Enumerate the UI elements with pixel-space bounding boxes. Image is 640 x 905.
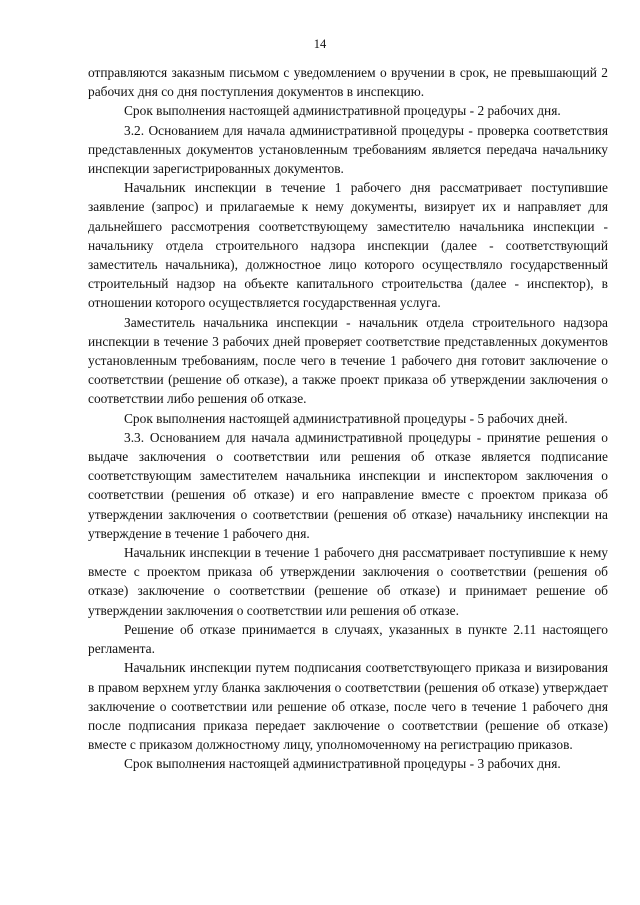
paragraph: Начальник инспекции в течение 1 рабочего дня рассматривает поступившие заявление (запрос) и прилагаемые к нему документы, визирует их и направляет для дальнейшего рассмотрения соответствующему заместителю начальника инспекции - начальнику отдела строительного надзора инспекции (далее - соответствующий заместитель начальника), должностное лицо которого осуществляло государственный строительный надзор на объекте капитального строительства (далее - инспектор), в отношении которого осуществляется государственная услуга. — [88, 180, 608, 311]
paragraph: Срок выполнения настоящей административной процедуры - 3 рабочих дня. — [124, 756, 561, 772]
paragraph: отправляются заказным письмом с уведомлением о вручении в срок, не превышающий 2 рабочих дня со дня поступления документов в инспекцию. — [88, 65, 608, 100]
page-number: 14 — [313, 37, 327, 51]
paragraph: Срок выполнения настоящей административной процедуры - 2 рабочих дня. — [124, 103, 561, 119]
document-body — [88, 63, 608, 774]
paragraph: Начальник инспекции путем подписания соответствующего приказа и визирования в правом верхнем углу бланка заключения о соответствии (решения об отказе) утверждает заключение о соответствии или решение об отказе, после чего в течение 1 рабочего дня после подписания приказа передает заключение о соответствии (решение об отказе) вместе с приказом должностному лицу, уполномоченному на регистрацию приказов. — [88, 660, 608, 753]
paragraph: 3.2. Основанием для начала административной процедуры - проверка соответствия представленных документов установленным требованиям является передача начальнику инспекции зарегистрированных документов. — [88, 122, 608, 177]
paragraph: Начальник инспекции в течение 1 рабочего дня рассматривает поступившие к нему вместе с проектом приказа об утверждении заключения о соответствии (решения об отказе) заключение о соответствии (решение об отказе) и принимает решение об утверждении заключения о соответствии или решения об отказе. — [88, 545, 608, 618]
paragraph: Решение об отказе принимается в случаях, указанных в пункте 2.11 настоящего регламента. — [88, 621, 608, 657]
paragraph: Срок выполнения настоящей административной процедуры - 5 рабочих дней. — [124, 410, 568, 426]
paragraph: Заместитель начальника инспекции - начальник отдела строительного надзора инспекции в течение 3 рабочих дней проверяет соответствие представленных документов установленным требованиям, после чего в течение 1 рабочего дня готовит заключение о соответствии (решение об отказе), а также проект приказа об утверждении заключения о соответствии либо решения об отказе. — [88, 314, 608, 407]
paragraph: 3.3. Основанием для начала административной процедуры - принятие решения о выдаче заключения о соответствии или решения об отказе является подписание соответствующим заместителем начальника инспекции и инспектором заключения о соответствии (решения об отказе) и его направление вместе с проектом приказа об утверждении заключения о соответствии (решения об отказе) начальнику инспекции на утверждение в течение 1 рабочего дня. — [88, 429, 608, 541]
